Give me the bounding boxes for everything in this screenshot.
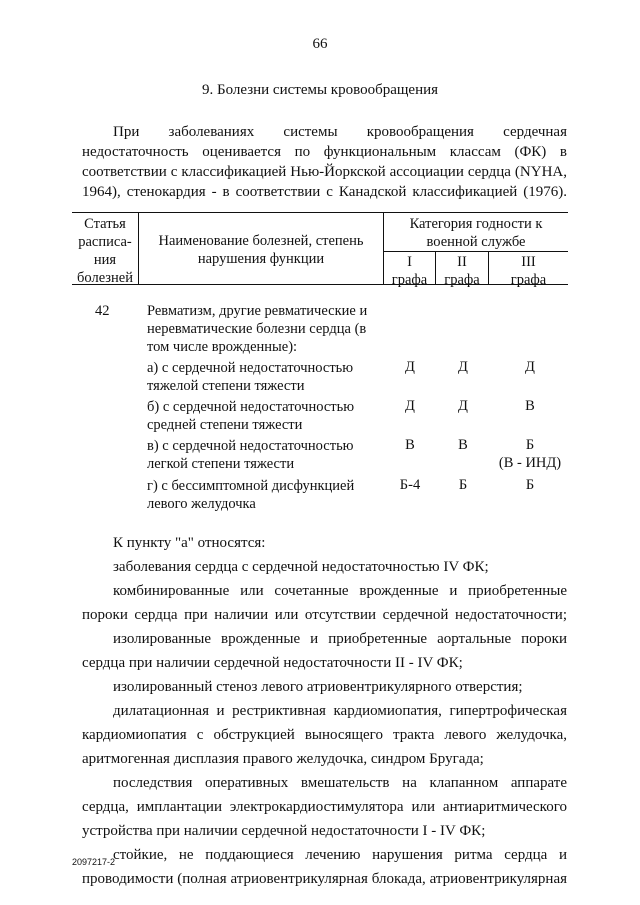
grade-col1: Б-4 [399,477,421,493]
intro-line: 1964), стенокардия - в соответствии с Канадской классификацией (1976). [82,184,567,200]
grade-col3-note: (В - ИНД) [498,455,562,471]
article-title: Ревматизм, другие ревматические и неревматические болезни сердца (в том числе врожденные): [147,303,368,355]
body-line: сердца при наличии сердечной недостаточности II - IV ФК; [82,655,463,671]
table-subheader-rule [383,251,568,252]
intro-line: соответствии с классификацией Нью-Йоркской ассоциации сердца (NYHA, [82,164,567,180]
body-line: стойкие, не поддающиеся лечению нарушения ритма сердца и [113,847,567,863]
header-article: Статья расписа- ния болезней [77,216,133,286]
table-top-rule [72,212,568,213]
intro-line: При заболеваниях системы кровообращения сердечная [113,124,567,140]
header-col1: I графа [391,254,428,288]
grade-col1: Д [405,398,415,414]
grade-col1: Д [405,359,415,375]
body-line: дилатационная и рестриктивная кардиомиопатия, гипертрофическая [113,703,567,719]
grade-col3: Д [525,359,535,375]
grade-col3: Б [525,437,535,453]
header-category: Категория годности к военной службе [409,216,543,250]
grade-col3: В [525,398,535,414]
body-line: сердца, имплантации электрокардиостимулятора или антиаритмического [82,799,567,815]
intro-line: недостаточность оценивается по функциональным классам (ФК) в [82,144,567,160]
table-row: а) с сердечной недостаточностью тяжелой степени тяжести [147,360,354,394]
body-line: изолированный стеноз левого атриовентрикулярного отверстия; [113,679,523,695]
body-line: кардиомиопатия с обструкцией выносящего тракта левого желудочка, [82,727,567,743]
body-line: устройства при наличии сердечной недостаточности I - IV ФК; [82,823,486,839]
header-disease: Наименование болезней, степень нарушения функции [158,233,364,267]
body-line: пороки сердца при наличии или отсутствии сердечной недостаточности; [82,607,567,623]
table-row: в) с сердечной недостаточностью легкой степени тяжести [147,438,354,472]
header-col3: III графа [510,254,547,288]
grade-col2: Д [458,398,468,414]
section-title: 9. Болезни системы кровообращения [201,82,439,98]
body-line: изолированные врожденные и приобретенные аортальные пороки [113,631,567,647]
body-line: заболевания сердца с сердечной недостаточностью IV ФК; [113,559,489,575]
footer-code: 2097217-2 [72,857,116,867]
header-col2: II графа [444,254,480,288]
body-line: комбинированные или сочетанные врожденные и приобретенные [113,583,567,599]
article-number: 42 [95,303,110,319]
table-row: г) с бессимптомной дисфункцией левого желудочка [147,478,355,512]
table-row: б) с сердечной недостаточностью средней степени тяжести [147,399,355,433]
body-line: К пункту "а" относятся: [113,535,266,551]
body-line: аритмогенная дисплазия правого желудочка, синдром Бругада; [82,751,484,767]
grade-col2: В [458,437,468,453]
grade-col3: Б [525,477,535,493]
grade-col2: Д [458,359,468,375]
page-number: 66 [312,36,328,52]
grade-col1: В [405,437,415,453]
grade-col2: Б [458,477,468,493]
body-line: проводимости (полная атриовентрикулярная блокада, атриовентрикулярная [82,871,567,887]
body-line: последствия оперативных вмешательств на клапанном аппарате [113,775,567,791]
